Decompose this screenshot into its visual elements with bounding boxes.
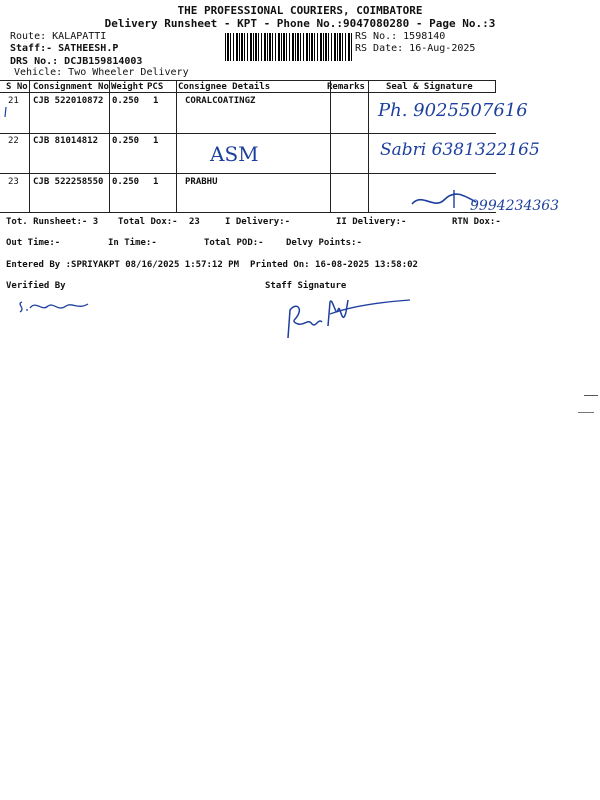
route-label: Route: KALAPATTI bbox=[10, 31, 107, 42]
asm-handwritten: ASM bbox=[210, 142, 259, 166]
entered-by: Entered By :SPRIYAKPT 08/16/2025 1:57:12 PM bbox=[6, 260, 239, 270]
verified-signature bbox=[16, 296, 96, 318]
total-dox-label: Total Dox:- bbox=[118, 217, 178, 227]
rtn-dox: RTN Dox:- bbox=[452, 217, 501, 227]
staff-label: Staff:- SATHEESH.P bbox=[10, 43, 119, 54]
printed-on: Printed On: 16-08-2025 13:58:02 bbox=[250, 260, 418, 270]
row-consignment-no: CJB 522258550 bbox=[33, 177, 104, 187]
barcode bbox=[225, 33, 353, 61]
staff-signature bbox=[282, 288, 414, 348]
pen-tick-mark bbox=[2, 106, 10, 118]
row-sno: 22 bbox=[8, 136, 19, 146]
verified-by-label: Verified By bbox=[6, 281, 66, 291]
row-seal-handwritten: 9994234363 bbox=[470, 198, 560, 214]
row-seal-handwritten: Ph. 9025507616 bbox=[378, 100, 528, 121]
runsheet-title: Delivery Runsheet - KPT - Phone No.:9047080280 - Page No.:3 bbox=[104, 17, 496, 30]
row-consignment-no: CJB 522010872 bbox=[33, 96, 104, 106]
header-consignee: Consignee Details bbox=[178, 82, 271, 92]
in-time: In Time:- bbox=[108, 238, 157, 248]
total-dox-value: 23 bbox=[189, 217, 200, 227]
staff-signature-label: Staff Signature bbox=[265, 281, 347, 291]
row-sno: 23 bbox=[8, 177, 19, 187]
scan-edge-mark bbox=[584, 395, 598, 396]
row-pcs: 1 bbox=[153, 96, 159, 106]
signature-mark bbox=[410, 188, 480, 212]
row-weight: 0.250 bbox=[112, 96, 140, 106]
row-consignment-no: CJB 81014812 bbox=[33, 136, 99, 146]
vehicle-label: Vehicle: Two Wheeler Delivery bbox=[14, 67, 189, 78]
row-consignee: CORALCOATINGZ bbox=[185, 96, 256, 106]
drs-number: DRS No.: DCJB159814003 bbox=[10, 56, 143, 67]
row-seal-handwritten: Sabri 6381322165 bbox=[380, 140, 540, 160]
row-consignee: PRABHU bbox=[185, 177, 218, 187]
row-weight: 0.250 bbox=[112, 136, 140, 146]
header-sno: S No bbox=[6, 82, 28, 92]
out-time: Out Time:- bbox=[6, 238, 61, 248]
total-pod: Total POD:- bbox=[204, 238, 264, 248]
ii-delivery: II Delivery:- bbox=[336, 217, 407, 227]
scan-edge-mark bbox=[578, 412, 594, 413]
rs-date: RS Date: 16-Aug-2025 bbox=[355, 43, 476, 54]
delvy-points: Delvy Points:- bbox=[286, 238, 362, 248]
i-delivery: I Delivery:- bbox=[225, 217, 291, 227]
company-title: THE PROFESSIONAL COURIERS, COIMBATORE bbox=[177, 4, 423, 17]
row-pcs: 1 bbox=[153, 136, 159, 146]
row-weight: 0.250 bbox=[112, 177, 140, 187]
rs-number: RS No.: 1598140 bbox=[355, 31, 446, 42]
header-seal: Seal & Signature bbox=[386, 82, 473, 92]
header-remarks: Remarks bbox=[327, 82, 365, 92]
row-pcs: 1 bbox=[153, 177, 159, 187]
header-pcs: PCS bbox=[147, 82, 164, 92]
header-weight: Weight bbox=[111, 82, 144, 92]
header-consignment: Consignment No bbox=[33, 82, 109, 92]
row-sno: 21 bbox=[8, 96, 19, 106]
tot-runsheet: Tot. Runsheet:- 3 bbox=[6, 217, 99, 227]
